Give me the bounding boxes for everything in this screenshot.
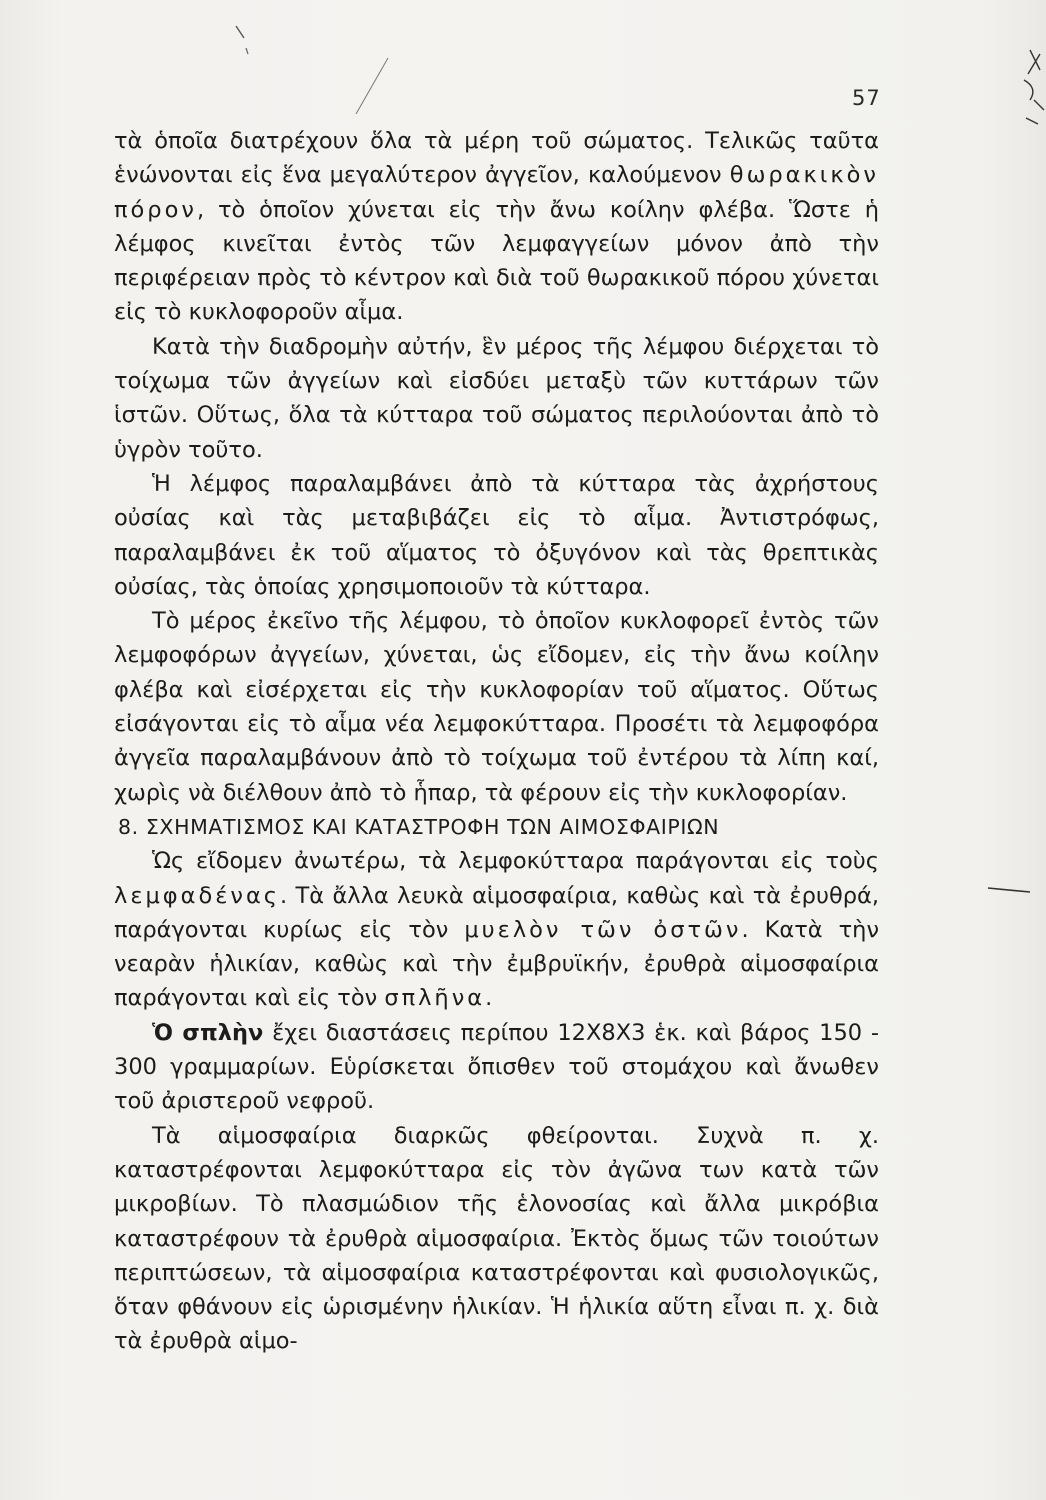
text-run: , τὸ ὁποῖον χύνεται εἰς τὴν ἄνω κοίλην φλέβα. Ὥστε ἡ λέμφος κινεῖται ἐντὸς τῶν λεμφαγγείων μόνον ἀπὸ τὴν περιφέρειαν πρὸς τὸ κέντρον καὶ διὰ τοῦ θωρακικοῦ πόρου χύνεται εἰς τὸ κυκλοφοροῦν αἷμα.: [114, 196, 879, 326]
emphasized-term: σπλῆνα: [384, 985, 486, 1012]
paragraph: [114, 604, 879, 810]
section-heading: 8. ΣΧΗΜΑΤΙΣΜΟΣ ΚΑΙ ΚΑΤΑΣΤΡΟΦΗ ΤΩΝ ΑΙΜΟΣΦΑΙΡΙΩΝ: [118, 814, 720, 839]
text-run: ἔχει διαστάσεις περίπου 12Χ8Χ3 ἑκ. καὶ βάρος 150 - 300 γραμμαρίων. Εὑρίσκεται ὄπισθεν τοῦ στομάχου καὶ ἄνωθεν τοῦ ἀριστεροῦ νεφροῦ.: [114, 1019, 879, 1115]
text-run: Ἡ λέμφος παραλαμβάνει ἀπὸ τὰ κύτταρα τὰς ἀχρήστους οὐσίας καὶ τὰς μεταβιβάζει εἰς τὸ αἷμα. Ἀντιστρόφως, παραλαμβάνει ἐκ τοῦ αἵματος τὸ ὀξυγόνον καὶ τὰς θρεπτικὰς οὐσίας, τὰς ὁποίας χρησιμοποιοῦν τὰ κύτταρα.: [114, 470, 879, 600]
emphasized-term: θωρακικὸν πόρον: [114, 162, 879, 223]
text-run: Κατὰ τὴν διαδρομὴν αὐτήν, ἓν μέρος τῆς λέμφου διέρχεται τὸ τοίχωμα τῶν ἀγγείων καὶ εἰσδύει μεταξὺ τῶν κυττάρων τῶν ἱστῶν. Οὕτως, ὅλα τὰ κύτταρα τοῦ σώματος περιλούονται ἀπὸ τὸ ὑγρὸν τοῦτο.: [114, 333, 879, 463]
page-number: 57: [852, 86, 881, 110]
paragraph: [114, 844, 879, 1015]
text-run: Τὸ μέρος ἐκεῖνο τῆς λέμφου, τὸ ὁποῖον κυκλοφορεῖ ἐντὸς τῶν λεμφοφόρων ἀγγείων, χύνεται, ὡς εἴδομεν, εἰς τὴν ἄνω κοίλην φλέβα καὶ εἰσέρχεται εἰς τὴν κυκλοφορίαν τοῦ αἵματος. Οὕτως εἰσάγονται εἰς τὸ αἷμα νέα λεμφοκύτταρα. Προσέτι τὰ λεμφοφόρα ἀγγεῖα παραλαμβάνουν ἀπὸ τὸ τοίχωμα τοῦ ἐντέρου τὰ λίπη καί, χωρὶς νὰ διέλθουν ἀπὸ τὸ ἧπαρ, τὰ φέρουν εἰς τὴν κυκλοφορίαν.: [114, 608, 879, 806]
paragraph: [114, 330, 879, 467]
text-run: τὰ ὁποῖα διατρέχουν ὅλα τὰ μέρη τοῦ σώματος. Τελικῶς ταῦτα ἑνώνονται εἰς ἕνα μεγαλύτερον ἀγγεῖον, καλούμενον: [114, 128, 879, 189]
text-run: . Κατὰ τὴν νεαρὰν ἡλικίαν, καθὼς καὶ τὴν ἐμβρυϊκήν, ἐρυθρὰ αἱμοσφαίρια παράγονται καὶ εἰς τὸν: [114, 916, 880, 1012]
pencil-mark-icon: [228, 18, 398, 128]
text-run: .: [485, 985, 493, 1012]
emphasized-term: μυελὸν τῶν ὀστῶν: [464, 916, 742, 943]
paragraph: [114, 124, 879, 330]
text-run: . Τὰ ἄλλα λευκὰ αἱμοσφαίρια, καθὼς καὶ τὰ ἐρυθρά, παράγονται κυρίως εἰς τὸν: [114, 882, 879, 943]
margin-scribble-icon: [1010, 40, 1046, 130]
emphasized-term: λεμφαδένας: [114, 882, 280, 909]
text-run: Ὡς εἴδομεν ἀνωτέρω, τὰ λεμφοκύτταρα παράγονται εἰς τοὺς: [152, 848, 879, 875]
text-run: Τὰ αἱμοσφαίρια διαρκῶς φθείρονται. Συχνὰ π. χ. καταστρέφονται λεμφοκύτταρα εἰς τὸν ἀγῶνα των κατὰ τῶν μικροβίων. Τὸ πλασμώδιον τῆς ἑλονοσίας καὶ ἄλλα μικρόβια καταστρέφουν τὰ ἐρυθρὰ αἱμοσφαίρια. Ἐκτὸς ὅμως τῶν τοιούτων περιπτώσεων, τὰ αἱμοσφαίρια καταστρέφονται καὶ φυσιολογικῶς, ὅταν φθάνουν εἰς ὡρισμένην ἡλικίαν. Ἡ ἡλικία αὕτη εἶναι π. χ. διὰ τὰ ἐρυθρὰ αἱμο-: [114, 1122, 879, 1355]
body-text: [114, 124, 879, 1359]
bold-term: Ὁ σπλὴν: [152, 1019, 264, 1046]
paragraph: [114, 1016, 879, 1119]
paragraph: [114, 1119, 879, 1359]
paragraph: [114, 467, 879, 604]
margin-dash-icon: [986, 880, 1036, 900]
